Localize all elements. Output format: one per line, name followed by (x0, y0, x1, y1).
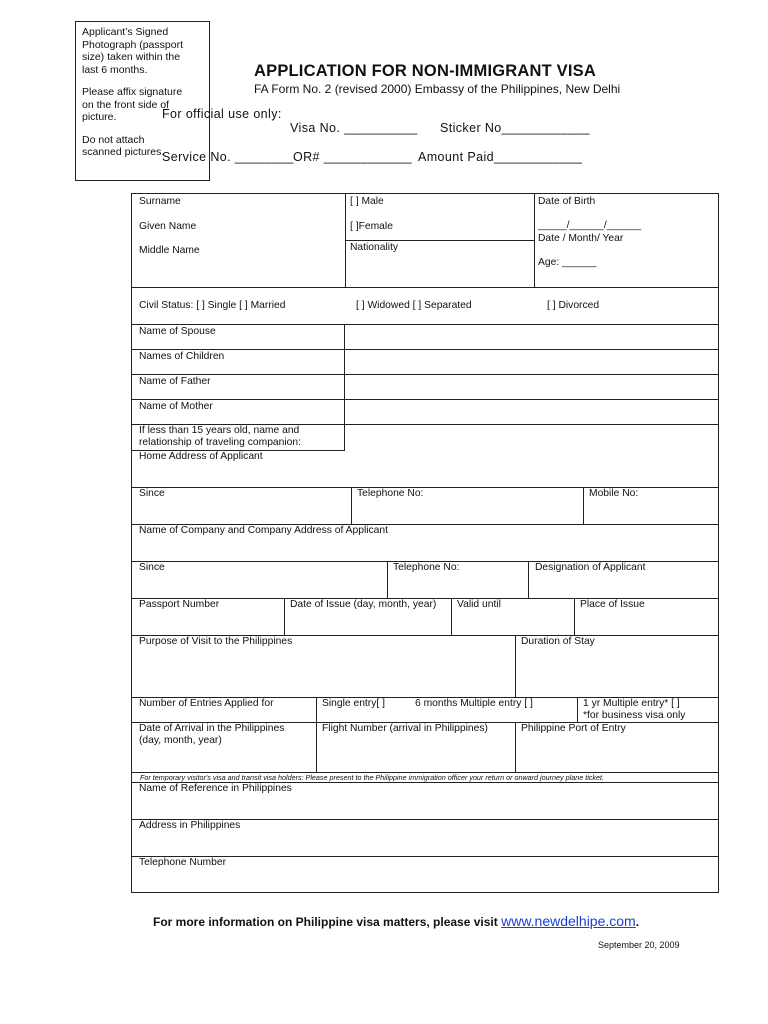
entries-label: Number of Entries Applied for (139, 698, 274, 709)
divider (132, 374, 718, 375)
website-link[interactable]: www.newdelhipe.com (501, 913, 636, 929)
divider (345, 240, 535, 241)
divider (132, 324, 718, 325)
divider (528, 561, 529, 598)
divider (515, 635, 516, 697)
middle-name-label: Middle Name (139, 245, 200, 256)
purpose-label: Purpose of Visit to the Philippines (139, 636, 293, 647)
company-label: Name of Company and Company Address of Applicant (139, 525, 388, 536)
since-label: Since (139, 488, 165, 499)
divider (577, 697, 578, 722)
telephone-number-label: Telephone Number (139, 857, 227, 868)
valid-until-label: Valid until (457, 599, 501, 610)
divider (451, 598, 452, 635)
transit-visa-note: For temporary visitor's visa and transit visa holders: Please present to the Philippine immigration officer your return or onward journey plane ticket. (140, 773, 604, 782)
male-checkbox[interactable]: [ ] Male (350, 196, 384, 207)
photo-note-text: Applicant’s Signed Photograph (passport size) taken within the last 6 months. (82, 26, 183, 76)
form-title: APPLICATION FOR NON-IMMIGRANT VISA (254, 62, 596, 80)
children-label: Names of Children (139, 351, 225, 362)
telephone-label: Telephone No: (357, 488, 424, 499)
single-entry-checkbox[interactable]: Single entry[ ] (322, 698, 385, 709)
telephone-label: Telephone No: (393, 562, 460, 573)
six-month-entry-checkbox[interactable]: 6 months Multiple entry [ ] (415, 698, 533, 709)
official-use-label: For official use only: (162, 107, 282, 121)
divider (387, 561, 388, 598)
divider (351, 487, 352, 524)
divorced-option[interactable]: [ ] Divorced (547, 300, 600, 311)
divider (574, 598, 575, 635)
or-no-field: OR# ____________ (293, 150, 412, 164)
divider (316, 697, 317, 772)
mobile-label: Mobile No: (589, 488, 639, 499)
visa-no-field: Visa No. __________ (290, 121, 418, 135)
date-of-issue-label: Date of Issue (day, month, year) (290, 599, 437, 610)
flight-number-label: Flight Number (arrival in Philippines) (322, 723, 488, 734)
civil-status-label[interactable]: Civil Status: [ ] Single [ ] Married (139, 300, 286, 311)
footer-info-text: For more information on Philippine visa matters, please visit (153, 915, 502, 929)
nationality-label: Nationality (350, 242, 399, 253)
service-no-field: Service No. ________ (162, 150, 294, 164)
designation-label: Designation of Applicant (535, 562, 646, 573)
surname-label: Surname (139, 196, 181, 207)
form-subtitle: FA Form No. 2 (revised 2000) Embassy of the Philippines, New Delhi (254, 82, 621, 96)
place-of-issue-label: Place of Issue (580, 599, 645, 610)
father-label: Name of Father (139, 376, 211, 387)
duration-label: Duration of Stay (521, 636, 595, 647)
divider (132, 399, 718, 400)
given-name-label: Given Name (139, 221, 197, 232)
home-address-label: Home Address of Applicant (139, 451, 263, 462)
divider (583, 487, 584, 524)
port-of-entry-label: Philippine Port of Entry (521, 723, 626, 734)
revision-date: September 20, 2009 (598, 940, 680, 950)
widowed-separated-options[interactable]: [ ] Widowed [ ] Separated (356, 300, 472, 311)
divider (284, 598, 285, 635)
divider (132, 349, 718, 350)
footer-info (153, 913, 639, 929)
one-year-entry-checkbox[interactable]: 1 yr Multiple entry* [ ] *for business visa only (583, 698, 686, 721)
female-checkbox[interactable]: [ ]Female (350, 221, 393, 232)
mother-label: Name of Mother (139, 401, 213, 412)
spouse-label: Name of Spouse (139, 326, 216, 337)
reference-label: Name of Reference in Philippines (139, 783, 292, 794)
amount-paid-field: Amount Paid____________ (418, 150, 583, 164)
divider (344, 324, 345, 450)
signature-note-text: Please affix signature on the front side of picture. (82, 86, 183, 123)
passport-number-label: Passport Number (139, 599, 220, 610)
address-philippines-label: Address in Philippines (139, 820, 241, 831)
date-of-birth-label: Date of Birth (538, 196, 596, 207)
arrival-date-label: Date of Arrival in the Philippines (day, month, year) (139, 723, 285, 746)
date-of-birth-field[interactable]: _____/______/______ (538, 220, 642, 231)
since-label: Since (139, 562, 165, 573)
divider (345, 194, 346, 287)
divider (515, 722, 516, 772)
age-field[interactable]: Age: ______ (538, 257, 597, 268)
footer-period: . (635, 915, 640, 929)
divider (132, 287, 718, 288)
sticker-no-field: Sticker No____________ (440, 121, 590, 135)
companion-label: If less than 15 years old, name and relationship of traveling companion: (139, 425, 301, 448)
scanned-note-text: Do not attach scanned pictures. (82, 133, 165, 158)
date-format-label: Date / Month/ Year (538, 233, 624, 244)
application-form (131, 193, 719, 893)
divider (534, 194, 535, 287)
